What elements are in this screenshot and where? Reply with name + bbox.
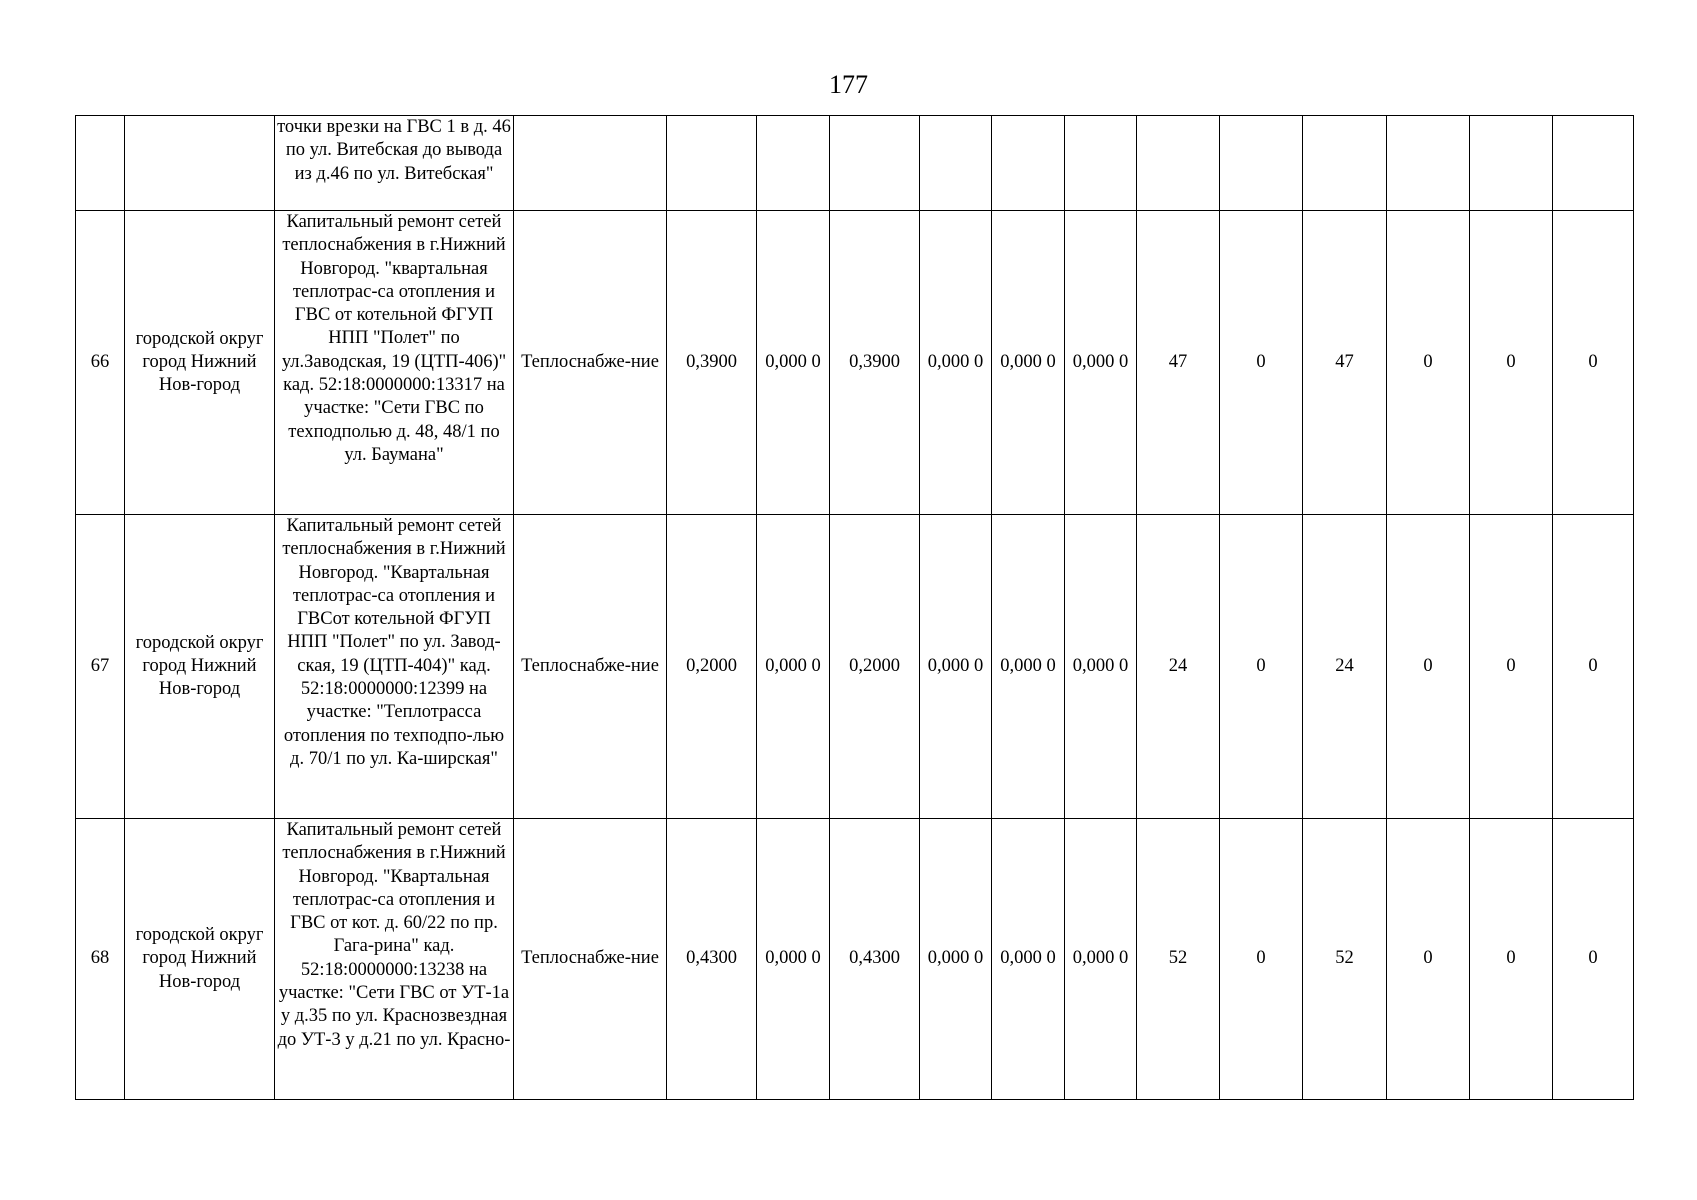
cell-value-2: 0,000 0 — [757, 515, 830, 819]
cell-num: 68 — [76, 819, 125, 1100]
cell-value-6: 0,000 0 — [1065, 211, 1137, 515]
cell-value-9: 24 — [1303, 515, 1387, 819]
cell-value-10: 0 — [1387, 515, 1470, 819]
cell-sector: Теплоснабже-ние — [514, 515, 667, 819]
cell-description: Капитальный ремонт сетей теплоснабжения в г.Нижний Новгород. "Квартальная теплотрас-са отопления и ГВС от кот. д. 60/22 по пр. Гага-рина" кад. 52:18:0000000:13238 на участке: "Сети ГВС от УТ-1а у д.35 по ул. Краснозвездная до УТ-3 у д.21 по ул. Красно- — [275, 819, 514, 1100]
page-number: 177 — [829, 70, 868, 99]
cell-value-9: 52 — [1303, 819, 1387, 1100]
cell-value-6: 0,000 0 — [1065, 819, 1137, 1100]
cell-value-4 — [920, 116, 992, 211]
cell-value-1: 0,4300 — [667, 819, 757, 1100]
cell-value-12: 0 — [1553, 515, 1634, 819]
cell-value-7: 52 — [1137, 819, 1220, 1100]
cell-municipality: городской округ город Нижний Нов-город — [125, 819, 275, 1100]
cell-value-5 — [992, 116, 1065, 211]
cell-value-11: 0 — [1470, 211, 1553, 515]
cell-value-4: 0,000 0 — [920, 211, 992, 515]
cell-value-11: 0 — [1470, 819, 1553, 1100]
cell-value-11 — [1470, 116, 1553, 211]
cell-value-10: 0 — [1387, 211, 1470, 515]
cell-value-3: 0,3900 — [830, 211, 920, 515]
cell-municipality: городской округ город Нижний Нов-город — [125, 515, 275, 819]
cell-value-5: 0,000 0 — [992, 819, 1065, 1100]
cell-num: 66 — [76, 211, 125, 515]
cell-value-12: 0 — [1553, 819, 1634, 1100]
cell-value-4: 0,000 0 — [920, 819, 992, 1100]
cell-value-9 — [1303, 116, 1387, 211]
cell-value-6 — [1065, 116, 1137, 211]
cell-description: Капитальный ремонт сетей теплоснабжения в г.Нижний Новгород. "Квартальная теплотрас-са отопления и ГВСот котельной ФГУП НПП "Полет" по ул. Завод-ская, 19 (ЦТП-404)" кад. 52:18:0000000:12399 на участке: "Теплотрасса отопления по техподпо-лью д. 70/1 по ул. Ка-ширская" — [275, 515, 514, 819]
cell-value-3: 0,4300 — [830, 819, 920, 1100]
table-row-continuation — [76, 116, 1634, 211]
cell-value-6: 0,000 0 — [1065, 515, 1137, 819]
cell-sector — [514, 116, 667, 211]
cell-value-2 — [757, 116, 830, 211]
cell-value-3 — [830, 116, 920, 211]
cell-value-2: 0,000 0 — [757, 211, 830, 515]
table-row — [76, 819, 1634, 1100]
cell-municipality: городской округ город Нижний Нов-город — [125, 211, 275, 515]
cell-value-8: 0 — [1220, 819, 1303, 1100]
cell-value-1: 0,2000 — [667, 515, 757, 819]
cell-sector: Теплоснабже-ние — [514, 819, 667, 1100]
cell-description: Капитальный ремонт сетей теплоснабжения в г.Нижний Новгород. "квартальная теплотрас-са отопления и ГВС от котельной ФГУП НПП "Полет" по ул.Заводская, 19 (ЦТП-406)" кад. 52:18:0000000:13317 на участке: "Сети ГВС по техподполью д. 48, 48/1 по ул. Баумана" — [275, 211, 514, 515]
cell-value-10: 0 — [1387, 819, 1470, 1100]
cell-value-10 — [1387, 116, 1470, 211]
cell-value-12: 0 — [1553, 211, 1634, 515]
cell-value-8: 0 — [1220, 211, 1303, 515]
cell-value-3: 0,2000 — [830, 515, 920, 819]
cell-value-8: 0 — [1220, 515, 1303, 819]
table-row — [76, 211, 1634, 515]
cell-value-7: 47 — [1137, 211, 1220, 515]
table-row — [76, 515, 1634, 819]
cell-value-9: 47 — [1303, 211, 1387, 515]
cell-municipality — [125, 116, 275, 211]
cell-sector: Теплоснабже-ние — [514, 211, 667, 515]
cell-value-5: 0,000 0 — [992, 515, 1065, 819]
cell-value-1 — [667, 116, 757, 211]
cell-value-11: 0 — [1470, 515, 1553, 819]
cell-value-4: 0,000 0 — [920, 515, 992, 819]
cell-num: 67 — [76, 515, 125, 819]
investment-table — [75, 115, 1634, 1100]
cell-value-12 — [1553, 116, 1634, 211]
cell-description: точки врезки на ГВС 1 в д. 46 по ул. Витебская до вывода из д.46 по ул. Витебская" — [275, 116, 514, 211]
cell-value-7 — [1137, 116, 1220, 211]
cell-num — [76, 116, 125, 211]
cell-value-1: 0,3900 — [667, 211, 757, 515]
cell-value-7: 24 — [1137, 515, 1220, 819]
cell-value-5: 0,000 0 — [992, 211, 1065, 515]
cell-value-8 — [1220, 116, 1303, 211]
cell-value-2: 0,000 0 — [757, 819, 830, 1100]
